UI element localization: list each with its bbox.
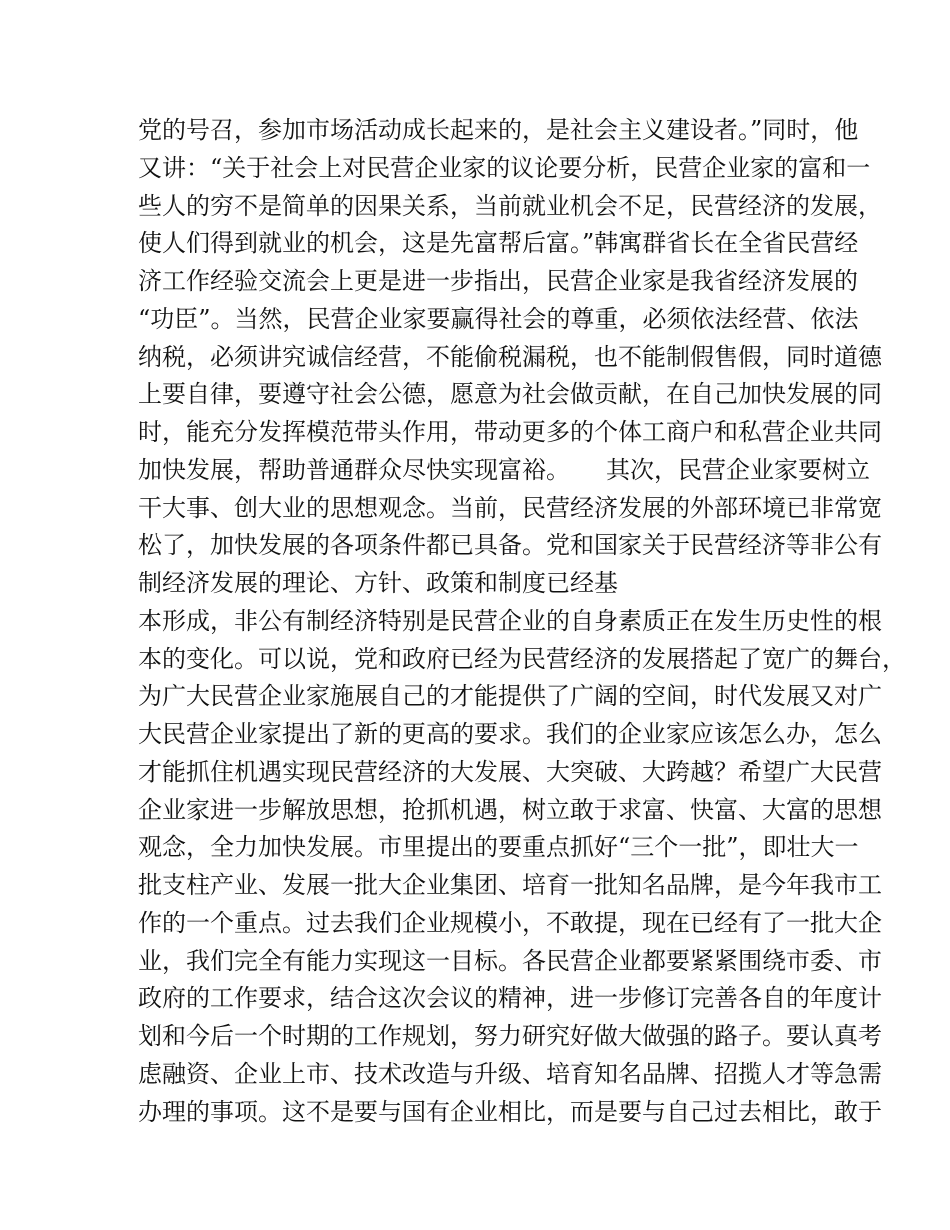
- text-line: 虑融资、企业上市、技术改造与升级、培育知名品牌、招揽人才等急需: [138, 1059, 882, 1088]
- text-line: 加快发展，帮助普通群众尽快实现富裕。 其次，民营企业家要树立: [138, 455, 870, 484]
- text-line: 使人们得到就业的机会，这是先富帮后富。”韩寓群省长在全省民营经: [138, 229, 859, 258]
- text-line: 办理的事项。这不是要与国有企业相比，而是要与自己过去相比，敢于: [138, 1097, 882, 1126]
- text-line: 党的号召，参加市场活动成长起来的，是社会主义建设者。”同时，他: [138, 116, 859, 144]
- text-line: 观念，全力加快发展。市里提出的要重点抓好“三个一批”，即壮大一: [138, 833, 859, 862]
- text-line: 松了，加快发展的各项条件都已具备。党和国家关于民营经济等非公有: [138, 531, 882, 560]
- text-line: 干大事、创大业的思想观念。当前，民营经济发展的外部环境已非常宽: [138, 493, 882, 522]
- text-line: 批支柱产业、发展一批大企业集团、培育一批知名品牌，是今年我市工: [138, 871, 882, 899]
- text-line: 些人的穷不是简单的因果关系，当前就业机会不足，民营经济的发展，: [138, 191, 882, 220]
- text-line: 本的变化。可以说，党和政府已经为民营经济的发展搭起了宽广的舞台，: [138, 644, 906, 673]
- text-line: 业，我们完全有能力实现这一目标。各民营企业都要紧紧围绕市委、市: [138, 946, 882, 975]
- body-text: [138, 112, 906, 1131]
- text-line: 政府的工作要求，结合这次会议的精神，进一步修订完善各自的年度计: [138, 984, 882, 1013]
- text-line: 为广大民营企业家施展自己的才能提供了广阔的空间，时代发展又对广: [138, 682, 882, 711]
- text-line: 上要自律，要遵守社会公德，愿意为社会做贡献，在自己加快发展的同: [138, 380, 882, 409]
- text-line: 济工作经验交流会上更是进一步指出，民营企业家是我省经济发展的: [138, 267, 858, 295]
- text-line: 本形成，非公有制经济特别是民营企业的自身素质正在发生历史性的根: [138, 606, 882, 635]
- text-line: “功臣”。当然，民营企业家要赢得社会的尊重，必须依法经营、依法: [138, 304, 859, 333]
- text-line: 大民营企业家提出了新的更高的要求。我们的企业家应该怎么办，怎么: [138, 720, 882, 748]
- text-line: 时，能充分发挥模范带头作用，带动更多的个体工商户和私营企业共同: [138, 418, 882, 446]
- text-line: 又讲：“关于社会上对民营企业家的议论要分析，民营企业家的富和一: [138, 153, 871, 182]
- text-line: 作的一个重点。过去我们企业规模小，不敢提，现在已经有了一批大企: [138, 908, 882, 937]
- text-line: 企业家进一步解放思想，抢抓机遇，树立敢于求富、快富、大富的思想: [138, 795, 882, 824]
- text-line: 纳税，必须讲究诚信经营，不能偷税漏税，也不能制假售假，同时道德: [138, 342, 882, 371]
- text-line: 才能抓住机遇实现民营经济的大发展、大突破、大跨越？希望广大民营: [138, 757, 882, 786]
- text-line: 制经济发展的理论、方针、政策和制度已经基: [138, 569, 618, 597]
- text-line: 划和今后一个时期的工作规划，努力研究好做大做强的路子。要认真考: [138, 1022, 882, 1050]
